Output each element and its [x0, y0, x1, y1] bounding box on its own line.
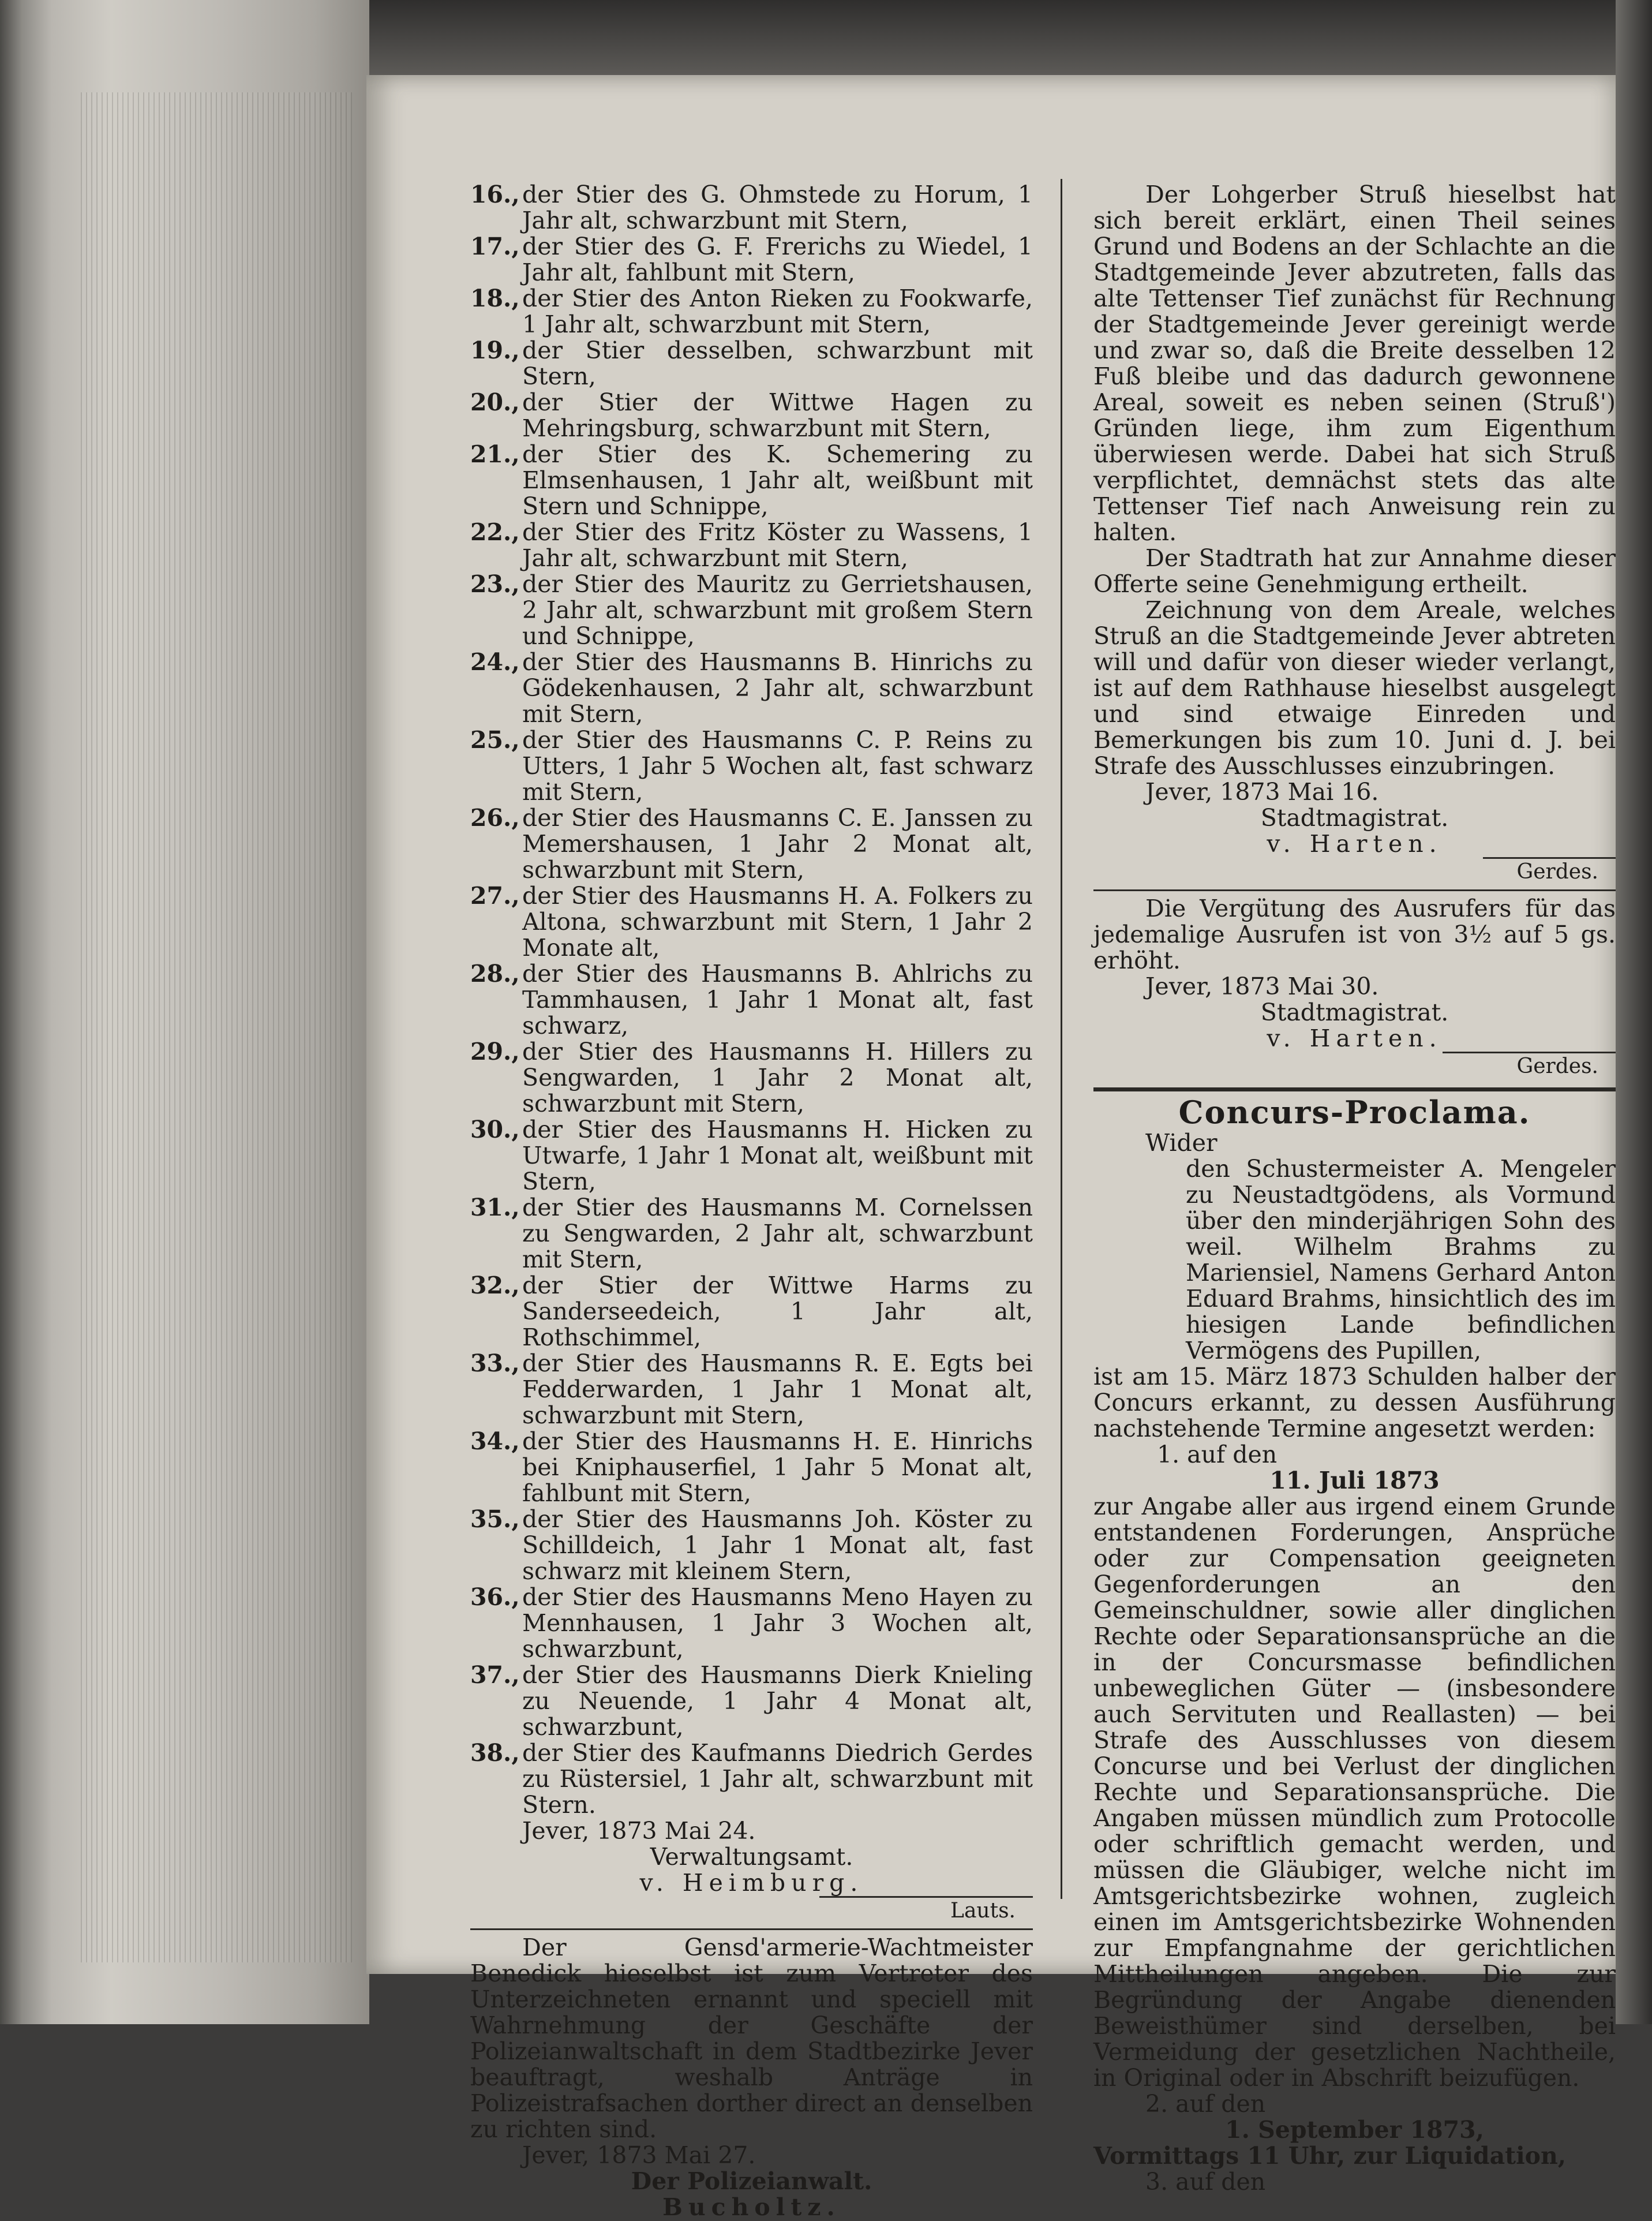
notice-date: Jever, 1873 Mai 24. — [522, 1817, 756, 1845]
list-item — [470, 1662, 1033, 1740]
entry-number: 20., — [470, 388, 520, 416]
entry-number: 17., — [470, 233, 520, 260]
list-item — [470, 519, 1033, 571]
entry-number: 19., — [470, 336, 520, 364]
entry-text: der Stier der Wittwe Harms zu Sanderseedeich, 1 Jahr alt, Rothschimmel, — [522, 1272, 1033, 1351]
notice-authority: Verwaltungsamt. — [650, 1843, 853, 1871]
list-item — [470, 442, 1033, 519]
entry-text: der Stier der Wittwe Hagen zu Mehringsburg, schwarzbunt mit Stern, — [522, 388, 1033, 442]
entry-number: 30., — [470, 1116, 520, 1143]
entry-number: 32., — [470, 1272, 520, 1299]
entry-text: der Stier des Hausmanns Joh. Köster zu Schilldeich, 1 Jahr 1 Monat alt, fast schwarz mit kleinem Stern, — [522, 1505, 1033, 1585]
entry-text: der Stier des Hausmanns M. Cornelssen zu Sengwarden, 2 Jahr alt, schwarzbunt mit Stern, — [522, 1194, 1033, 1273]
entry-number: 31., — [470, 1194, 520, 1221]
entry-number: 16., — [470, 181, 520, 208]
list-item — [470, 338, 1033, 390]
list-item — [470, 1195, 1033, 1273]
notice-struss — [1093, 182, 1616, 885]
notice-authority: Der Polizeianwalt. — [631, 2167, 872, 2195]
entry-number: 34., — [470, 1427, 520, 1455]
left-column — [470, 182, 1033, 2220]
entry-text: der Stier des Anton Rieken zu Fookwarfe, 1 Jahr alt, schwarzbunt mit Stern, — [522, 285, 1033, 338]
notice-date: Jever, 1873 Mai 16. — [1145, 778, 1379, 806]
notice-ausrufer — [1093, 896, 1616, 1079]
entry-number: 27., — [470, 882, 520, 910]
concurs-heading: Concurs-Proclama. — [1178, 1094, 1531, 1131]
entry-text: der Stier des Hausmanns H. Hicken zu Utwarfe, 1 Jahr 1 Monat alt, weißbunt mit Stern, — [522, 1116, 1033, 1195]
concurs-proclama — [1093, 1094, 1616, 2196]
term-1-text: zur Angabe aller aus irgend einem Grunde entstandenen Forderungen, Ansprüche oder zur Compensation geeigneten Gegenforderungen an den Gemeinschuldner, sowie aller dinglichen Rechte oder Separationsansprüche an die in der Concursmasse befindlichen unbeweglichen Güter — (insbesondere auch Servituten und Reallasten) — bei Strafe des Ausschlusses von diesem Concurse und bei Verlust der dinglichen Rechte und Separationsansprüche. Die Angaben müssen mündlich zum Protocolle oder schriftlich gemacht werden, und müssen die Gläubiger, welche nicht im Amtsgerichtsbezirke wohnen, zugleich einen im Amtsgerichtsbezirke Wohnenden zur Empfangnahme der gerichtlichen Mittheilungen angeben. Die zur Begründung der Angabe dienenden Beweisthümer sind derselben, bei Vermeidung der gesetzlichen Nachtheile, in Original oder in Abschrift beizufügen. — [1093, 1493, 1616, 2092]
notice-signature: v. Harten. — [1267, 1024, 1443, 1052]
entry-number: 23., — [470, 570, 520, 598]
entry-text: der Stier des Hausmanns B. Ahlrichs zu Tammhausen, 1 Jahr 1 Monat alt, fast schwarz, — [522, 960, 1033, 1040]
list-item — [470, 1506, 1033, 1584]
page-edge-lines — [81, 92, 352, 1962]
notice-signature: v. Heimburg. — [639, 1869, 864, 1897]
entry-text: der Stier des K. Schemering zu Elmsenhausen, 1 Jahr alt, weißbunt mit Stern und Schnippe, — [522, 440, 1033, 520]
entry-text: der Stier des Hausmanns Dierk Knieling zu Neuende, 1 Jahr 4 Monat alt, schwarzbunt, — [522, 1661, 1033, 1741]
entry-number: 38., — [470, 1739, 520, 1767]
entry-number: 36., — [470, 1583, 520, 1611]
entry-text: der Stier des Hausmanns H. Hillers zu Sengwarden, 1 Jahr 2 Monat alt, schwarzbunt mit Stern, — [522, 1038, 1033, 1117]
list-item — [470, 961, 1033, 1039]
notice-clerk: Gerdes. — [1516, 860, 1598, 884]
entry-text: der Stier des Hausmanns C. P. Reins zu Utters, 1 Jahr 5 Wochen alt, fast schwarz mit Stern, — [522, 726, 1033, 806]
notice-signature: v. Harten. — [1267, 830, 1443, 858]
notice-paragraph: Der Stadtrath hat zur Annahme dieser Offerte seine Genehmigung ertheilt. — [1093, 544, 1616, 598]
section-divider — [470, 1928, 1033, 1930]
term-3-label: 3. auf den — [1145, 2168, 1266, 2196]
list-item — [470, 883, 1033, 961]
list-item — [470, 1429, 1033, 1506]
list-item — [470, 727, 1033, 805]
entry-number: 28., — [470, 960, 520, 988]
entry-number: 21., — [470, 440, 520, 468]
entry-text: der Stier des Kaufmanns Diedrich Gerdes zu Rüstersiel, 1 Jahr alt, schwarzbunt mit Stern. — [522, 1739, 1033, 1819]
notice-date: Jever, 1873 Mai 30. — [1145, 973, 1379, 1000]
entry-text: der Stier des G. Ohmstede zu Horum, 1 Jahr alt, schwarzbunt mit Stern, — [522, 181, 1033, 234]
notice-clerk: Lauts. — [950, 1899, 1016, 1923]
list-item — [470, 1273, 1033, 1351]
term-2-date: 1. September 1873, — [1225, 2116, 1484, 2144]
book-page-edges — [0, 0, 369, 2024]
entry-number: 29., — [470, 1038, 520, 1065]
entry-text: der Stier des Mauritz zu Gerrietshausen, 2 Jahr alt, schwarzbunt mit großem Stern und Schnippe, — [522, 570, 1033, 650]
list-item — [470, 286, 1033, 338]
notice-paragraph: Der Lohgerber Struß hieselbst hat sich bereit erklärt, einen Theil seines Grund und Bodens an der Schlachte an die Stadtgemeinde Jever abzutreten, falls das alte Tettenser Tief zunächst für Rechnung der Stadtgemeinde Jever gereinigt werde und zwar so, daß die Breite desselben 12 Fuß bleibe und das dadurch gewonnene Areal, soweit es neben seinen (Struß') Gründen liege, ihm zum Eigenthum überwiesen werde. Dabei hat sich Struß verpflichtet, demnächst stets das alte Tettenser Tief nach Anweisung rein zu halten. — [1093, 181, 1616, 546]
entry-text: der Stier des Hausmanns B. Hinrichs zu Gödekenhausen, 2 Jahr alt, schwarzbunt mit Stern, — [522, 648, 1033, 728]
right-column — [1093, 182, 1616, 2195]
entry-text: der Stier des Hausmanns R. E. Egts bei Fedderwarden, 1 Jahr 1 Monat alt, schwarzbunt mit Stern, — [522, 1349, 1033, 1429]
entry-text: der Stier des Hausmanns H. E. Hinrichs bei Kniphauserfiel, 1 Jahr 5 Monat alt, fahlbunt mit Stern, — [522, 1427, 1033, 1507]
entry-number: 25., — [470, 726, 520, 754]
column-divider — [1061, 179, 1062, 1899]
entry-number: 22., — [470, 518, 520, 546]
entry-number: 37., — [470, 1661, 520, 1689]
entry-text: der Stier des Hausmanns Meno Hayen zu Mennhausen, 1 Jahr 3 Wochen alt, schwarzbunt, — [522, 1583, 1033, 1663]
term-1-date: 11. Juli 1873 — [1269, 1467, 1440, 1494]
notice-polizeianwalt — [470, 1935, 1033, 2220]
section-divider — [1093, 889, 1616, 891]
entry-text: der Stier des G. F. Frerichs zu Wiedel, 1 Jahr alt, fahlbunt mit Stern, — [522, 233, 1033, 286]
entry-text: der Stier des Hausmanns H. A. Folkers zu Altona, schwarzbunt mit Stern, 1 Jahr 2 Monate alt, — [522, 882, 1033, 962]
notice-authority: Stadtmagistrat. — [1260, 999, 1449, 1026]
entry-number: 35., — [470, 1505, 520, 1533]
bull-list — [470, 182, 1033, 1818]
term-2-label: 2. auf den — [1145, 2090, 1266, 2118]
notice-text: Die Vergütung des Ausrufers für das jedemalige Ausrufen ist von 3½ auf 5 gs. erhöht. — [1093, 895, 1616, 974]
entry-text: der Stier des Fritz Köster zu Wassens, 1 Jahr alt, schwarzbunt mit Stern, — [522, 518, 1033, 572]
notice-verwaltungsamt — [470, 1818, 1033, 1924]
list-item — [470, 1584, 1033, 1662]
notice-text: Der Gensd'armerie-Wachtmeister Benedick hieselbst ist zum Vertreter des Unterzeichneten ernannt und speciell mit Wahrnehmung der Geschäfte der Polizeianwaltschaft in dem Stadtbezirke Jever beauftragt, weshalb Anträge in Polizeistrafsachen dorther direct an denselben zu richten sind. — [470, 1934, 1033, 2143]
list-item — [470, 234, 1033, 286]
notice-date: Jever, 1873 Mai 27. — [522, 2141, 756, 2169]
list-item — [470, 1117, 1033, 1195]
entry-number: 24., — [470, 648, 520, 676]
entry-text: der Stier des Hausmanns C. E. Janssen zu Memershausen, 1 Jahr 2 Monat alt, schwarzbunt mit Stern, — [522, 804, 1033, 884]
list-item — [470, 649, 1033, 727]
section-divider-thick — [1093, 1087, 1616, 1091]
list-item — [470, 182, 1033, 234]
notice-paragraph: Zeichnung von dem Areale, welches Struß an die Stadtgemeinde Jever abtreten will und dafür von dieser wieder verlangt, ist auf dem Rathhause hieselbst ausgelegt und sind etwaige Einreden und Bemerkungen bis zum 10. Juni d. J. bei Strafe des Ausschlusses einzubringen. — [1093, 596, 1616, 780]
list-item — [470, 571, 1033, 649]
term-1-label: 1. auf den — [1157, 1441, 1278, 1468]
scan-background-right — [1616, 0, 1652, 2024]
list-item — [470, 1740, 1033, 1818]
notice-authority: Stadtmagistrat. — [1260, 804, 1449, 832]
entry-text: der Stier desselben, schwarzbunt mit Stern, — [522, 336, 1033, 390]
concurs-wider: Wider — [1145, 1129, 1218, 1157]
entry-number: 18., — [470, 285, 520, 312]
notice-signature: Bucholtz. — [662, 2193, 841, 2221]
entry-number: 33., — [470, 1349, 520, 1377]
notice-clerk: Gerdes. — [1516, 1055, 1598, 1078]
list-item — [470, 1039, 1033, 1117]
list-item — [470, 390, 1033, 442]
entry-number: 26., — [470, 804, 520, 832]
list-item — [470, 1351, 1033, 1429]
list-item — [470, 805, 1033, 883]
concurs-opened: ist am 15. März 1873 Schulden halber der Concurs erkannt, zu dessen Ausführung nachstehende Termine angesetzt werden: — [1093, 1363, 1616, 1442]
term-2-text: Vormittags 11 Uhr, zur Liquidation, — [1093, 2142, 1567, 2170]
concurs-debtor: den Schustermeister A. Mengeler zu Neustadtgödens, als Vormund über den minderjährigen Sohn des weil. Wilhelm Brahms zu Mariensiel, Namens Gerhard Anton Eduard Brahms, hinsichtlich des im hiesigen Lande befindlichen Vermögens des Pupillen, — [1186, 1155, 1616, 1364]
